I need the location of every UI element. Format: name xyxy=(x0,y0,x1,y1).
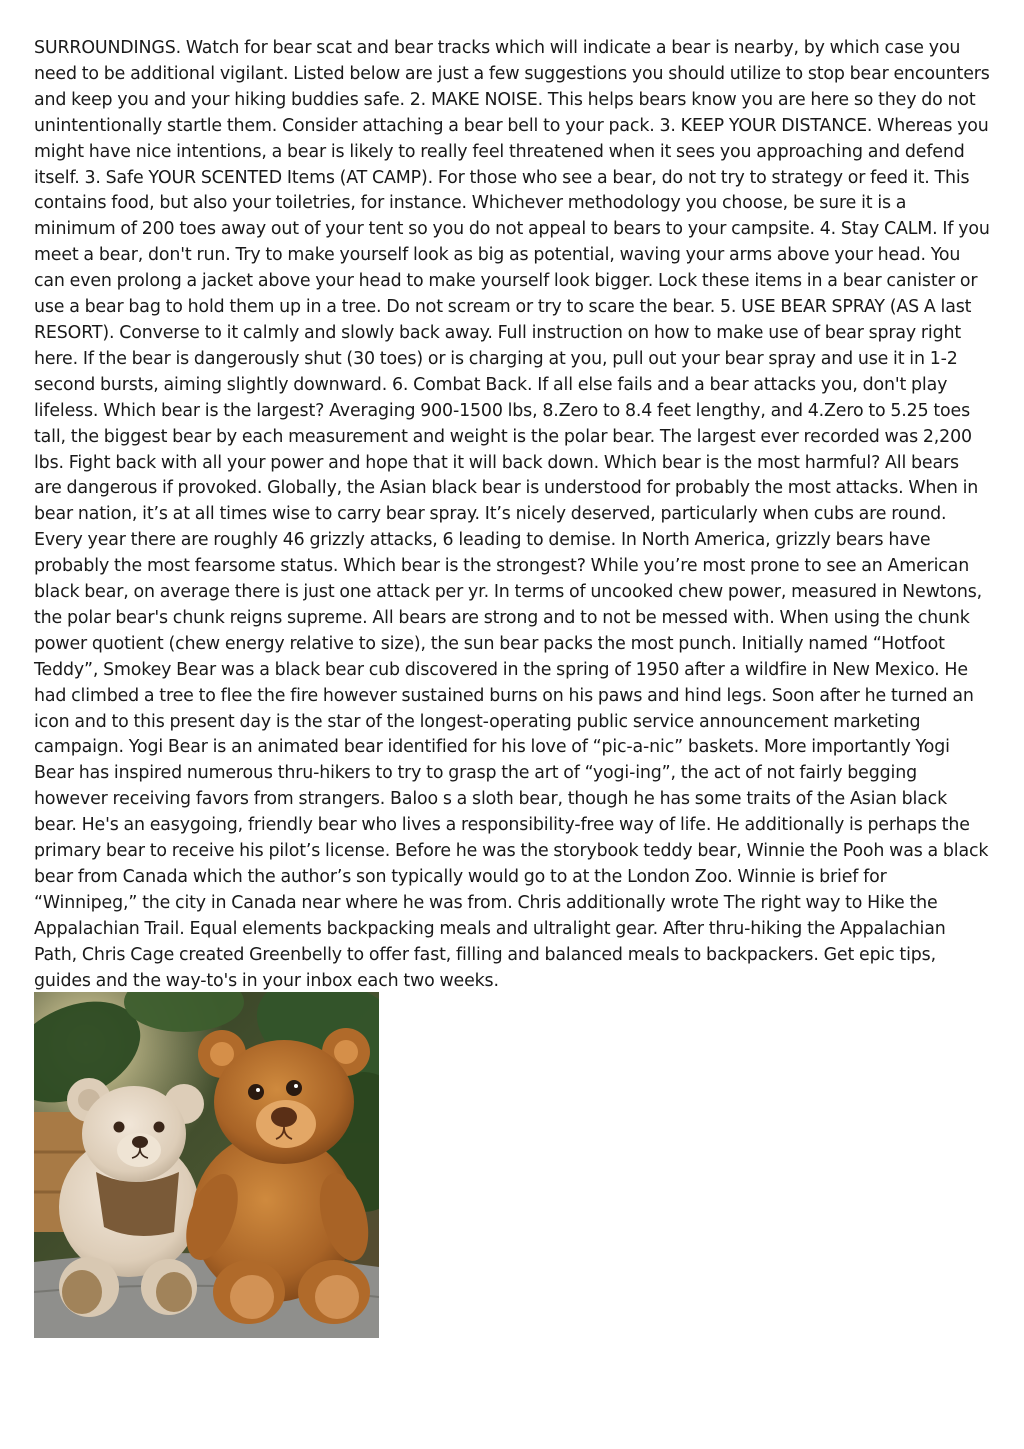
teddy-bears-photo xyxy=(34,992,379,1338)
article-body: SURROUNDINGS. Watch for bear scat and bear tracks which will indicate a bear is nearby, by which case you need to be additional vigilant. Listed below are just a few suggestions you should utilize to stop bear encounters and keep you and your hiking buddies safe. 2. MAKE NOISE. This helps bears know you are here so they do not unintentionally startle them. Consider attaching a bear bell to your pack. 3. KEEP YOUR DISTANCE. Whereas you might have nice intentions, a bear is likely to really feel threatened when it sees you approaching and defend itself. 3. Safe YOUR SCENTED Items (AT CAMP). For those who see a bear, do not try to strategy or feed it. This contains food, but also your toiletries, for instance. Whichever methodology you choose, be sure it is a minimum of 200 toes away out of your tent so you do not appeal to bears to your campsite. 4. Stay CALM. If you meet a bear, don't run. Try to make yourself look as big as potential, waving your arms above your head. You can even prolong a jacket above your head to make yourself look bigger. Lock these items in a bear canister or use a bear bag to hold them up in a tree. Do not scream or try to scare the bear. 5. USE BEAR SPRAY (AS A last RESORT). Converse to it calmly and slowly back away. Full instruction on how to make use of bear spray right here. If the bear is dangerously shut (30 toes) or is charging at you, pull out your bear spray and use it in 1-2 second bursts, aiming slightly downward. 6. Combat Back. If all else fails and a bear attacks you, don't play lifeless. Which bear is the largest? Averaging 900-1500 lbs, 8.Zero to 8.4 feet lengthy, and 4.Zero to 5.25 toes tall, the biggest bear by each measurement and weight is the polar bear. The largest ever recorded was 2,200 lbs. Fight back with all your power and hope that it will back down. Which bear is the most harmful? All bears are dangerous if provoked. Globally, the Asian black bear is understood for probably the most attacks. When in bear nation, it’s at all times wise to carry bear spray. It’s nicely deserved, particularly when cubs are round. Every year there are roughly 46 grizzly attacks, 6 leading to demise. In North America, grizzly bears have probably the most fearsome status. Which bear is the strongest? While you’re most prone to see an American black bear, on average there is just one attack per yr. In terms of uncooked chew power, measured in Newtons, the polar bear's chunk reigns supreme. All bears are strong and to not be messed with. When using the chunk power quotient (chew energy relative to size), the sun bear packs the most punch. Initially named “Hotfoot Teddy”, Smokey Bear was a black bear cub discovered in the spring of 1950 after a wildfire in New Mexico. He had climbed a tree to flee the fire however sustained burns on his paws and hind legs. Soon after he turned an icon and to this present day is the star of the longest-operating public service announcement marketing campaign. Yogi Bear is an animated bear identified for his love of “pic-a-nic” baskets. More importantly Yogi Bear has inspired numerous thru-hikers to try to grasp the art of “yogi-ing”, the act of not fairly begging however receiving favors from strangers. Baloo s a sloth bear, though he has some traits of the Asian black bear. He's an easygoing, friendly bear who lives a responsibility-free way of life. He additionally is perhaps the primary bear to receive his pilot’s license. Before he was the storybook teddy bear, Winnie the Pooh was a black bear from Canada which the author’s son typically would go to at the London Zoo. Winnie is brief for “Winnipeg,” the city in Canada near where he was from. Chris additionally wrote The right way to Hike the Appalachian Trail. Equal elements backpacking meals and ultralight gear. After thru-hiking the Appalachian Path, Chris Cage created Greenbelly to offer fast, filling and balanced meals to backpackers. Get epic tips, guides and the way-to's in your inbox each two weeks. xyxy=(34,38,990,991)
